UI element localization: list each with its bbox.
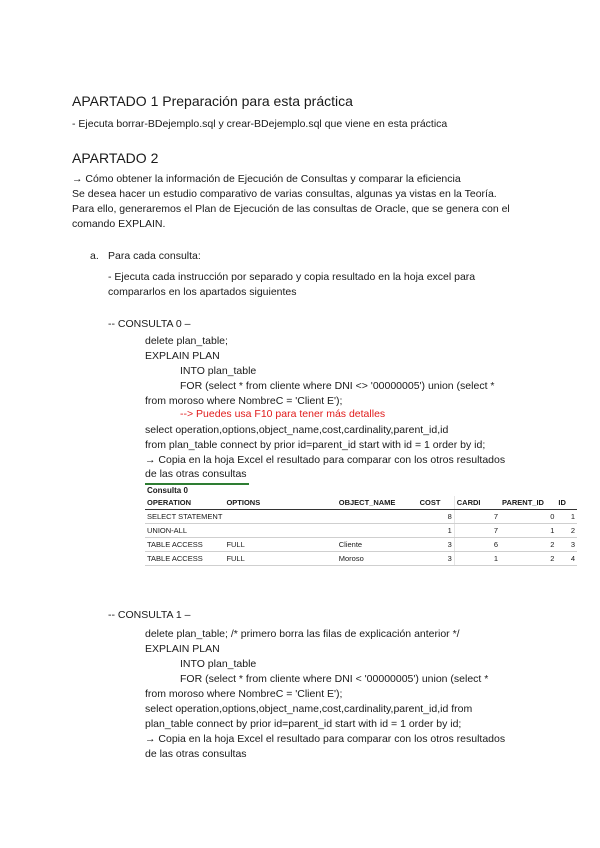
table-cell: 1 bbox=[418, 524, 455, 538]
table-cell bbox=[337, 524, 418, 538]
code-line: plan_table connect by prior id=parent_id start with id = 1 order by id; bbox=[145, 718, 462, 730]
table-row bbox=[145, 510, 577, 524]
column-header: OBJECT_NAME bbox=[337, 496, 418, 510]
table-cell bbox=[337, 510, 418, 524]
column-header: OPERATION bbox=[145, 496, 224, 510]
table-cell: FULL bbox=[224, 552, 336, 566]
code-line: INTO plan_table bbox=[180, 658, 257, 670]
instruction-line: de las otras consultas bbox=[145, 748, 247, 760]
table-cell: SELECT STATEMENT bbox=[145, 510, 224, 524]
table-cell: 2 bbox=[500, 538, 556, 552]
table-cell: TABLE ACCESS bbox=[145, 552, 224, 566]
table-cell: 1 bbox=[454, 552, 500, 566]
table-cell bbox=[224, 524, 336, 538]
code-line: FOR (select * from cliente where DNI < '00000005') union (select * bbox=[180, 673, 489, 685]
code-line: INTO plan_table bbox=[180, 365, 257, 377]
table-cell: Moroso bbox=[337, 552, 418, 566]
table-cell: 6 bbox=[454, 538, 500, 552]
consulta1-title: -- CONSULTA 1 – bbox=[108, 609, 191, 621]
table-cell: 8 bbox=[418, 510, 455, 524]
section2-heading: APARTADO 2 bbox=[72, 150, 159, 166]
table-cell: 7 bbox=[454, 510, 500, 524]
table-cell: 4 bbox=[556, 552, 577, 566]
table-cell: 1 bbox=[500, 524, 556, 538]
table-cell: 2 bbox=[556, 524, 577, 538]
table-cell: 3 bbox=[556, 538, 577, 552]
consulta0-title: -- CONSULTA 0 – bbox=[108, 318, 191, 330]
column-header: COST bbox=[418, 496, 455, 510]
table-cell: UNION-ALL bbox=[145, 524, 224, 538]
column-header: ID bbox=[556, 496, 577, 510]
table-caption: Consulta 0 bbox=[147, 485, 188, 495]
table-cell: FULL bbox=[224, 538, 336, 552]
section2-line: Para ello, generaremos el Plan de Ejecución de las consultas de Oracle, que se genera con el bbox=[72, 203, 510, 215]
table-cell: 3 bbox=[418, 552, 455, 566]
section2-line: → Cómo obtener la información de Ejecución de Consultas y comparar la eficiencia bbox=[72, 173, 461, 185]
section2-line: Se desea hacer un estudio comparativo de varias consultas, algunas ya vistas en la Teoría. bbox=[72, 188, 497, 200]
instruction-line: → Copia en la hoja Excel el resultado para comparar con los otros resultados bbox=[145, 733, 506, 745]
code-line: from moroso where NombreC = 'Client E'); bbox=[145, 395, 343, 407]
result-table bbox=[145, 484, 577, 566]
code-line: select operation,options,object_name,cost,cardinality,parent_id,id bbox=[145, 424, 449, 436]
table-cell: 7 bbox=[454, 524, 500, 538]
section1-heading: APARTADO 1 Preparación para esta práctica bbox=[72, 93, 353, 109]
code-line: select operation,options,object_name,cost,cardinality,parent_id,id from bbox=[145, 703, 473, 715]
table-header-row bbox=[145, 496, 577, 510]
code-line: FOR (select * from cliente where DNI <> '00000005') union (select * bbox=[180, 380, 495, 392]
column-header: CARDI bbox=[454, 496, 500, 510]
column-header: PARENT_ID bbox=[500, 496, 556, 510]
list-item-text: Para cada consulta: bbox=[108, 250, 201, 262]
code-line: EXPLAIN PLAN bbox=[145, 643, 220, 655]
table-row bbox=[145, 524, 577, 538]
f10-hint: --> Puedes usa F10 para tener más detalles bbox=[180, 408, 386, 420]
table-cell bbox=[224, 510, 336, 524]
table-cell: 3 bbox=[418, 538, 455, 552]
table-cell: 2 bbox=[500, 552, 556, 566]
instruction-line: → Copia en la hoja Excel el resultado para comparar con los otros resultados bbox=[145, 454, 506, 466]
code-line: delete plan_table; bbox=[145, 335, 228, 347]
table-cell: 1 bbox=[556, 510, 577, 524]
table-row bbox=[145, 538, 577, 552]
table-cell: 0 bbox=[500, 510, 556, 524]
item-description: compararlos en los apartados siguientes bbox=[108, 286, 297, 298]
table-cell: Cliente bbox=[337, 538, 418, 552]
code-line: from moroso where NombreC = 'Client E'); bbox=[145, 688, 343, 700]
section2-line: comando EXPLAIN. bbox=[72, 218, 166, 230]
table-row bbox=[145, 552, 577, 566]
section1-instruction: - Ejecuta borrar-BDejemplo.sql y crear-BDejemplo.sql que viene en esta práctica bbox=[72, 118, 448, 130]
item-description: - Ejecuta cada instrucción por separado y copia resultado en la hoja excel para bbox=[108, 271, 476, 283]
code-line: EXPLAIN PLAN bbox=[145, 350, 220, 362]
column-header: OPTIONS bbox=[224, 496, 336, 510]
table-cell: TABLE ACCESS bbox=[145, 538, 224, 552]
list-marker: a. bbox=[90, 250, 99, 262]
instruction-line: de las otras consultas bbox=[145, 468, 247, 480]
code-line: delete plan_table; /* primero borra las filas de explicación anterior */ bbox=[145, 628, 460, 640]
code-line: from plan_table connect by prior id=parent_id start with id = 1 order by id; bbox=[145, 439, 486, 451]
